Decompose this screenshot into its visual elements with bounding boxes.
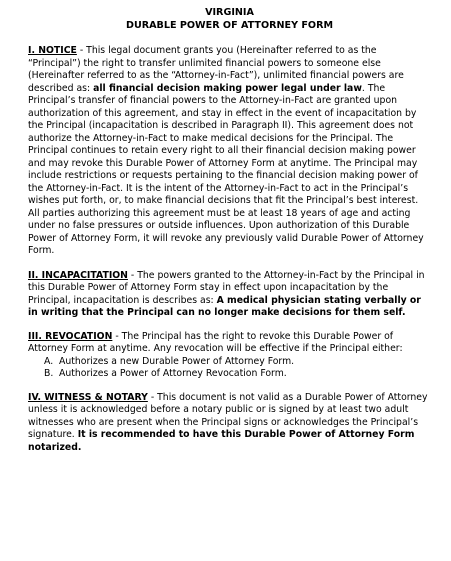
section-revocation [28, 331, 431, 356]
list-item-marker: B. [44, 368, 54, 379]
document-title: DURABLE POWER OF ATTORNEY FORM [125, 20, 334, 31]
revocation-heading: III. REVOCATION [28, 330, 113, 342]
witness-text-1: - This document is not valid as a Durable Power of Attorney unless it is acknowledged before a notary public or is signed by at least two adult witnesses who are present when the Principal signs or acknowledges the Principal’s signature. [28, 391, 428, 440]
incapacitation-bold-1: A medical physician stating verbally or in writing that the Principal can no longer make decisions for them self. [28, 294, 421, 318]
list-item-text: Authorizes a Power of Attorney Revocation Form. [59, 368, 287, 379]
revocation-list [28, 356, 431, 381]
notice-heading: I. NOTICE [28, 45, 77, 56]
notice-text-2: . The Principal’s transfer of financial powers to the Attorney-in-Fact are granted upon authorization of this agreement, and stay in effect in the event of incapacitation by the Principal (incapacitation is described in Paragraph II). This agreement does not authorize the Attorney-in-Fact to make medical decisions for the Principal. The Principal continues to retain every right to all their financial decision making power and may revoke this Durable Power of Attorney Form at anytime. The Principal may include restrictions or requests pertaining to the financial decision making power of the Attorney-in-Fact. It is the intent of the Attorney-in-Fact to act in the Principal’s wishes put forth, or, to make financial decisions that fit the Principal’s best interest. All parties authorizing this agreement must be at least 18 years of age and acting under no false pressures or outside influences. Upon authorization of this Durable Power of Attorney Form, it will revoke any previously valid Durable Power of Attorney Form. [28, 82, 424, 256]
document-state: VIRGINIA [205, 7, 254, 18]
list-item [44, 356, 431, 369]
section-witness-notary [28, 392, 431, 455]
witness-bold-1: It is recommended to have this Durable Power of Attorney Form notarized. [28, 429, 415, 453]
incapacitation-heading: II. INCAPACITATION [28, 269, 128, 281]
section-incapacitation [28, 270, 431, 320]
notice-text-1: - This legal document grants you (Hereinafter referred to as the “Principal”) the right to transfer unlimited financial powers to someone else (Hereinafter referred to as the “Attorney-in-Fact”), unlimited financial powers are described as: [28, 45, 404, 94]
list-item [44, 368, 431, 381]
witness-heading: IV. WITNESS & NOTARY [28, 391, 148, 403]
section-notice [28, 45, 431, 258]
revocation-text-1: - The Principal has the right to revoke this Durable Power of Attorney Form at anytime. Any revocation will be effective if the Principal either: [28, 330, 403, 354]
notice-bold-1: all financial decision making power legal under law [93, 82, 362, 94]
list-item-text: Authorizes a new Durable Power of Attorney Form. [59, 355, 295, 367]
incapacitation-text-1: - The powers granted to the Attorney-in-Fact by the Principal in this Durable Power of Attorney Form stay in effect upon incapacitation by the Principal, incapacitation is describes as: [28, 269, 425, 306]
list-item-marker: A. [44, 355, 54, 367]
